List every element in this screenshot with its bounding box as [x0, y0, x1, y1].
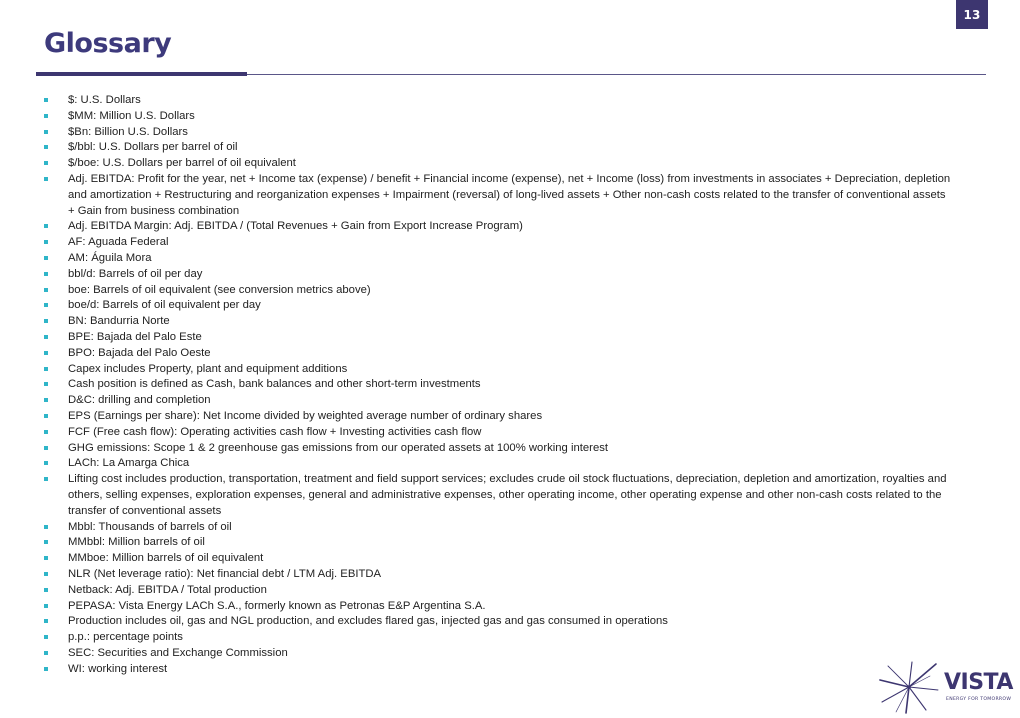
square-bullet-icon — [44, 525, 48, 529]
square-bullet-icon — [44, 604, 48, 608]
glossary-item — [42, 662, 954, 678]
glossary-item-text: SEC: Securities and Exchange Commission — [68, 646, 288, 659]
glossary-item-text: BPO: Bajada del Palo Oeste — [68, 346, 211, 359]
square-bullet-icon — [44, 351, 48, 355]
glossary-item-text: FCF (Free cash flow): Operating activities cash flow + Investing activities cash flow — [68, 425, 482, 438]
glossary-item — [42, 393, 954, 409]
square-bullet-icon — [44, 446, 48, 450]
square-bullet-icon — [44, 461, 48, 465]
page-number: 13 — [963, 7, 981, 22]
glossary-item — [42, 251, 954, 267]
square-bullet-icon — [44, 98, 48, 102]
page-number-badge — [956, 0, 988, 29]
glossary-item-text: Capex includes Property, plant and equipment additions — [68, 362, 348, 375]
glossary-item-text: $/bbl: U.S. Dollars per barrel of oil — [68, 141, 238, 154]
square-bullet-icon — [44, 224, 48, 228]
glossary-item-text: MMboe: Million barrels of oil equivalent — [68, 552, 264, 565]
square-bullet-icon — [44, 288, 48, 292]
glossary-item-text: bbl/d: Barrels of oil per day — [68, 267, 203, 280]
glossary-item-text: BPE: Bajada del Palo Este — [68, 330, 202, 343]
glossary-item — [42, 646, 954, 662]
glossary-item-text: $MM: Million U.S. Dollars — [68, 109, 195, 122]
glossary-item-text: Adj. EBITDA Margin: Adj. EBITDA / (Total Revenues + Gain from Export Increase Program) — [68, 220, 523, 233]
glossary-item-text: Netback: Adj. EBITDA / Total production — [68, 583, 267, 596]
square-bullet-icon — [44, 398, 48, 402]
glossary-item-text: $/boe: U.S. Dollars per barrel of oil equivalent — [68, 157, 296, 170]
glossary-item-text: GHG emissions: Scope 1 & 2 greenhouse gas emissions from our operated assets at 100% working interest — [68, 441, 609, 454]
square-bullet-icon — [44, 114, 48, 118]
square-bullet-icon — [44, 145, 48, 149]
glossary-item — [42, 219, 954, 235]
glossary-item — [42, 425, 954, 441]
square-bullet-icon — [44, 272, 48, 276]
square-bullet-icon — [44, 619, 48, 623]
square-bullet-icon — [44, 367, 48, 371]
glossary-item — [42, 377, 954, 393]
glossary-item-text: NLR (Net leverage ratio): Net financial debt / LTM Adj. EBITDA — [68, 567, 382, 580]
glossary-item-text: AM: Águila Mora — [68, 251, 152, 264]
square-bullet-icon — [44, 651, 48, 655]
square-bullet-icon — [44, 161, 48, 165]
square-bullet-icon — [44, 667, 48, 671]
square-bullet-icon — [44, 130, 48, 134]
square-bullet-icon — [44, 477, 48, 481]
glossary-item-text: $: U.S. Dollars — [68, 94, 141, 106]
square-bullet-icon — [44, 335, 48, 339]
page-title: Glossary — [44, 28, 172, 59]
glossary-item — [42, 298, 954, 314]
glossary-item — [42, 614, 954, 630]
square-bullet-icon — [44, 540, 48, 544]
title-accent-rule — [36, 72, 247, 76]
glossary-item — [42, 630, 954, 646]
square-bullet-icon — [44, 177, 48, 181]
glossary-item — [42, 599, 954, 615]
glossary-item — [42, 583, 954, 599]
square-bullet-icon — [44, 588, 48, 592]
glossary-item-text: Cash position is defined as Cash, bank balances and other short-term investments — [68, 378, 481, 391]
glossary-item-text: $Bn: Billion U.S. Dollars — [68, 125, 188, 138]
glossary-item — [42, 109, 954, 125]
square-bullet-icon — [44, 556, 48, 560]
glossary-item-text: AF: Aguada Federal — [68, 236, 169, 249]
glossary-item — [42, 235, 954, 251]
glossary-item-text: MMbbl: Million barrels of oil — [68, 536, 205, 549]
square-bullet-icon — [44, 635, 48, 639]
glossary-item — [42, 93, 954, 109]
star-burst-icon — [878, 660, 940, 714]
logo-tagline: ENERGY FOR TOMORROW — [946, 697, 1012, 702]
square-bullet-icon — [44, 240, 48, 244]
glossary-item — [42, 567, 954, 583]
glossary-item-text: EPS (Earnings per share): Net Income divided by weighted average number of ordinary shares — [68, 409, 543, 422]
glossary-item-text: Lifting cost includes production, transportation, treatment and field support services; excludes crude oil stock fluctuations, depreciation, depletion and amortization, royalties and others, selling expenses, exploration expenses, general and administrative expenses, other operating income, other operating expense and other non-cash costs related to the transfer of conventional assets — [68, 473, 947, 517]
glossary-item-text: boe/d: Barrels of oil equivalent per day — [68, 299, 261, 312]
glossary-item — [42, 520, 954, 536]
square-bullet-icon — [44, 303, 48, 307]
glossary-item — [42, 314, 954, 330]
square-bullet-icon — [44, 572, 48, 576]
glossary-item — [42, 125, 954, 141]
glossary-item — [42, 267, 954, 283]
glossary-list — [42, 93, 954, 677]
glossary-item — [42, 551, 954, 567]
glossary-item — [42, 362, 954, 378]
glossary-item-text: Mbbl: Thousands of barrels of oil — [68, 520, 232, 533]
logo-wordmark: VISTA — [944, 670, 1013, 695]
glossary-item-text: WI: working interest — [68, 662, 168, 675]
square-bullet-icon — [44, 256, 48, 260]
glossary-item — [42, 346, 954, 362]
glossary-item — [42, 156, 954, 172]
glossary-item-text: p.p.: percentage points — [68, 631, 183, 644]
glossary-item — [42, 172, 954, 219]
square-bullet-icon — [44, 414, 48, 418]
glossary-item — [42, 140, 954, 156]
glossary-item-text: Adj. EBITDA: Profit for the year, net + Income tax (expense) / benefit + Financial income (expense), net + Income (loss) from investments in associates + Depreciation, depletion and amortization + Restructuring and reorganization expenses + Impairment (reversal) of long-lived assets + Other non-cash costs related to the transfer of conventional assets + Gain from business combination — [68, 172, 951, 217]
glossary-item-text: D&C: drilling and completion — [68, 394, 211, 407]
glossary-item — [42, 283, 954, 299]
glossary-item — [42, 472, 954, 519]
glossary-item — [42, 456, 954, 472]
glossary-item-text: LACh: La Amarga Chica — [68, 457, 190, 470]
glossary-item — [42, 409, 954, 425]
glossary-item-text: boe: Barrels of oil equivalent (see conversion metrics above) — [68, 283, 371, 296]
square-bullet-icon — [44, 382, 48, 386]
vista-logo — [878, 660, 1012, 714]
glossary-item — [42, 535, 954, 551]
glossary-item-text: BN: Bandurria Norte — [68, 315, 170, 328]
glossary-item-text: Production includes oil, gas and NGL production, and excludes flared gas, injected gas and gas consumed in operations — [68, 615, 668, 628]
glossary-item — [42, 330, 954, 346]
glossary-item — [42, 441, 954, 457]
square-bullet-icon — [44, 319, 48, 323]
glossary-item-text: PEPASA: Vista Energy LACh S.A., formerly known as Petronas E&P Argentina S.A. — [68, 599, 486, 612]
square-bullet-icon — [44, 430, 48, 434]
